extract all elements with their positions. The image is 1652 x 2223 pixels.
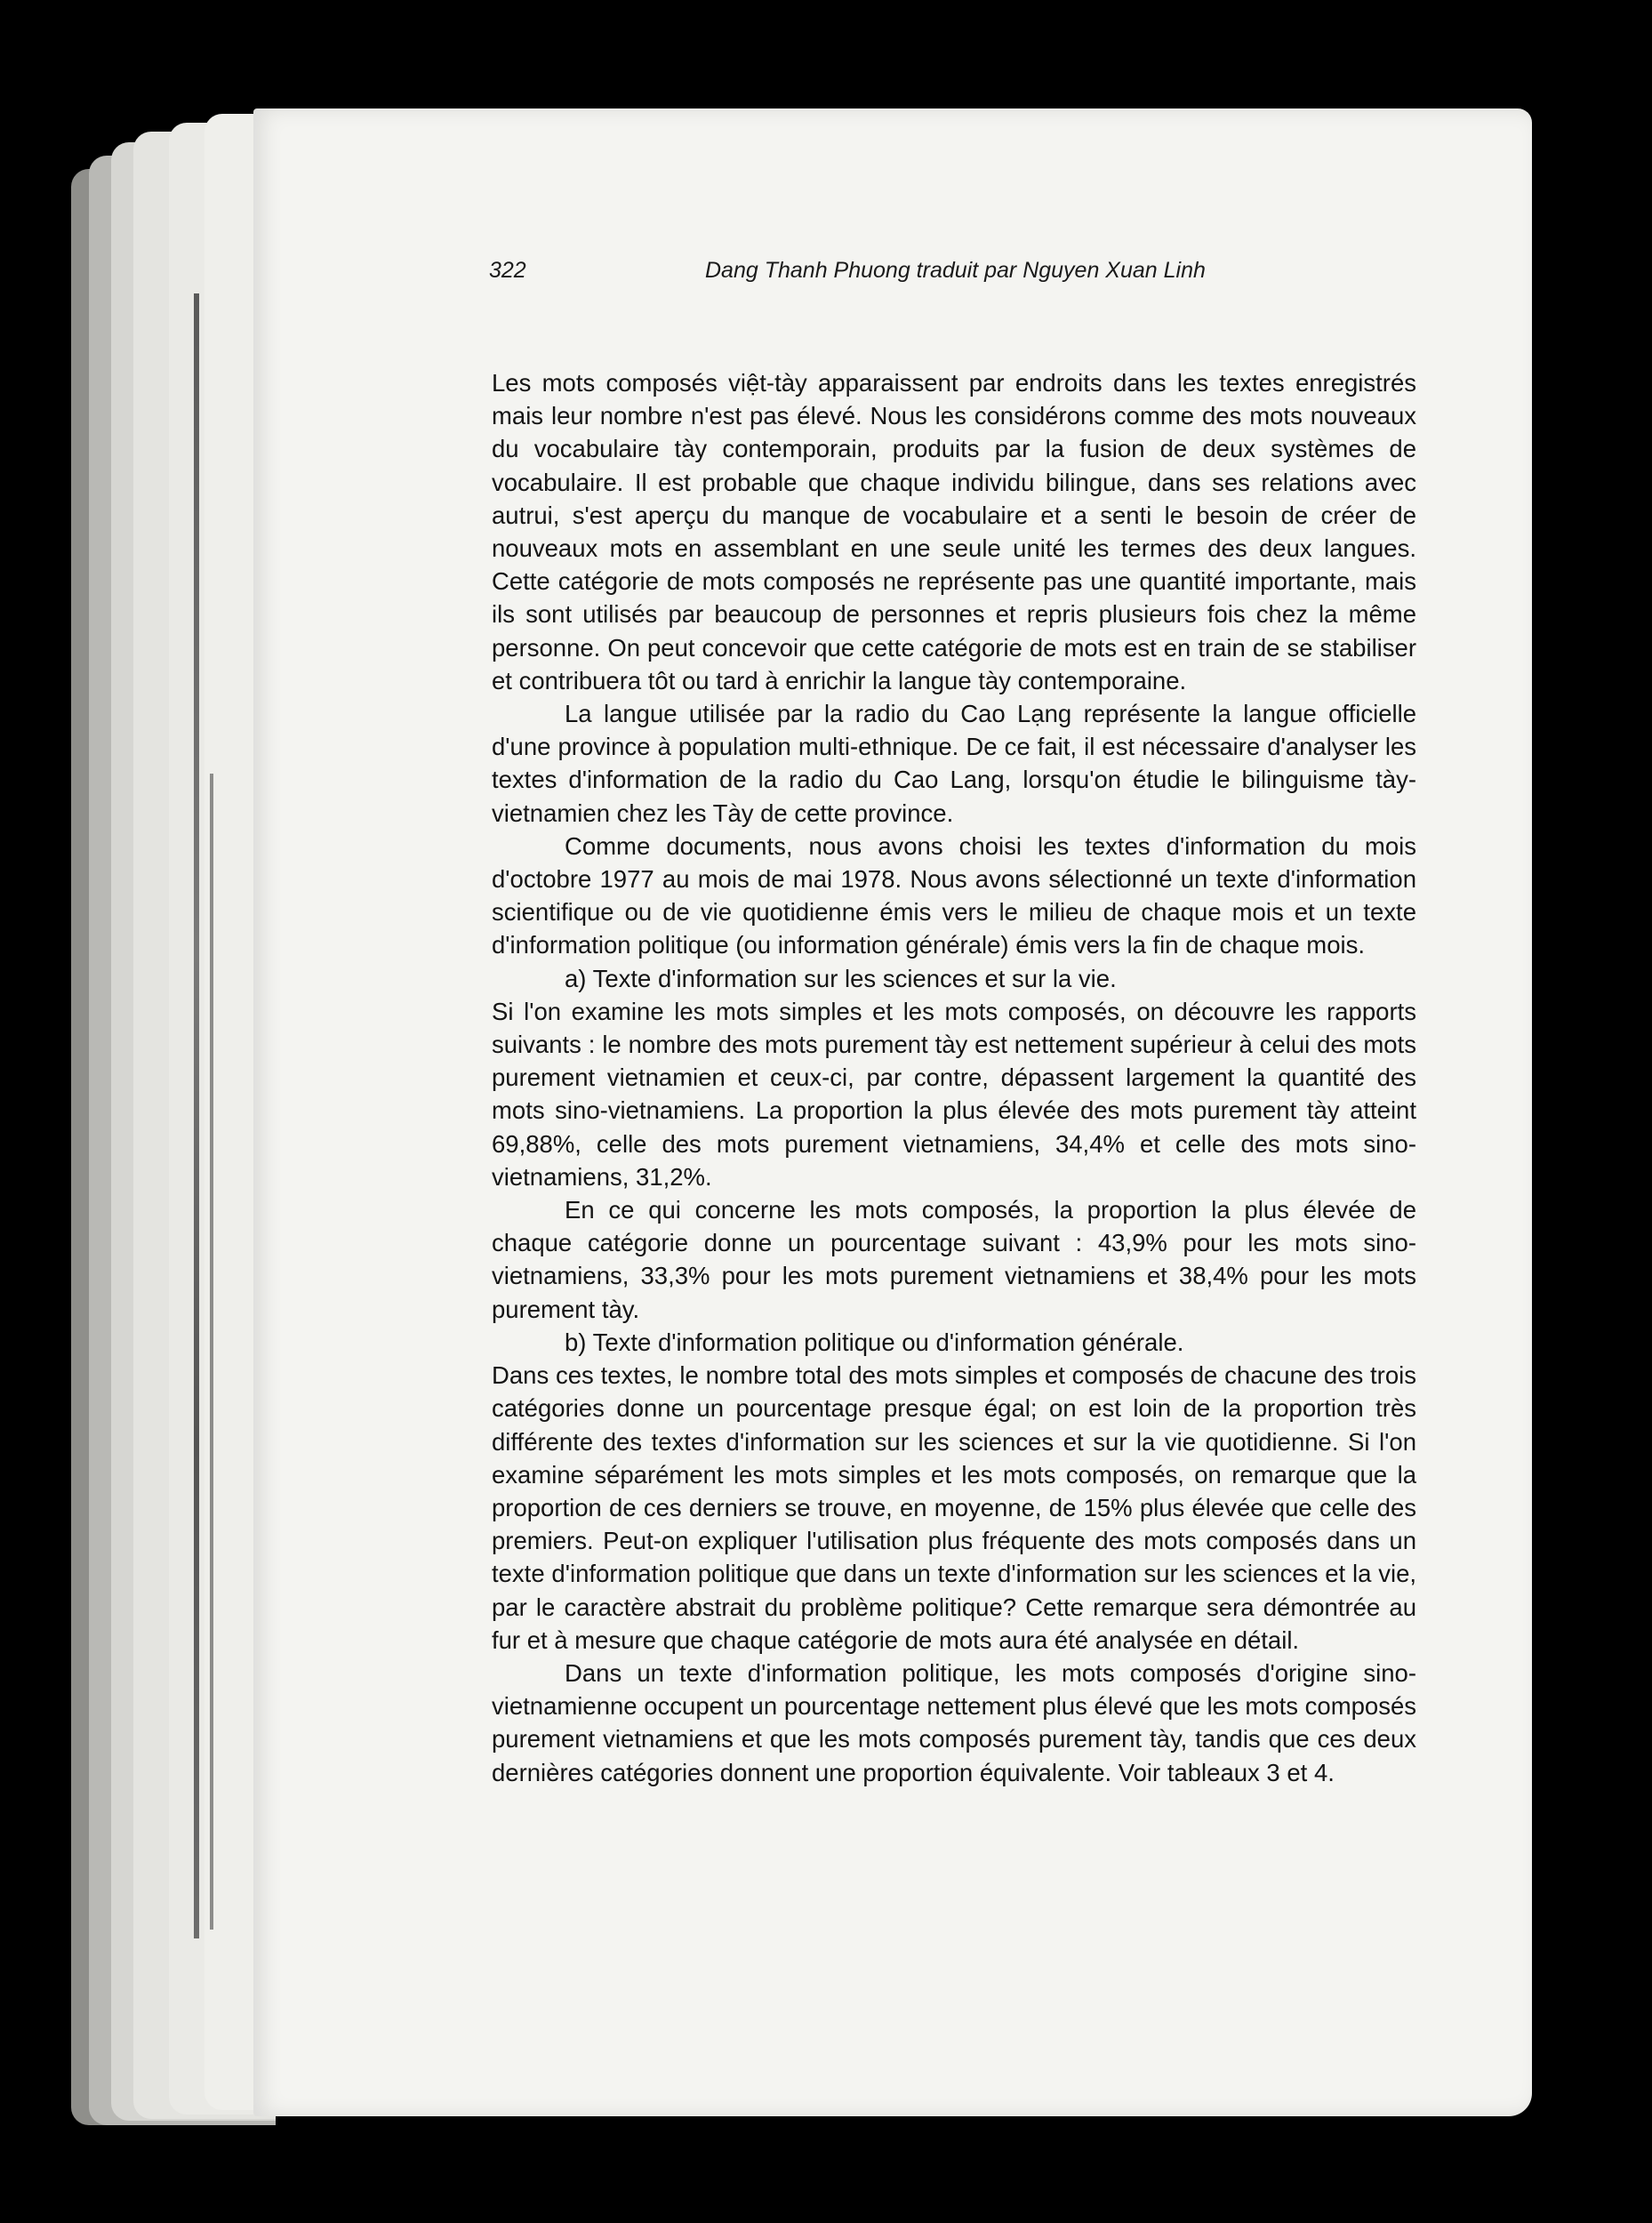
paragraph: Si l'on examine les mots simples et les mots composés, on découvre les rapports suivants : le nombre des mots purement tày est nettement supérieur à celui des mots purement vietnamien et ceux-ci, par contre, dépassent largement la quantité des mots sino-vietnamiens. La proportion la plus élevée des mots purement tày atteint 69,88%, celle des mots purement vietnamiens, 34,4% et celle des mots sino-vietnamiens, 31,2%.: [492, 997, 1416, 1191]
paragraph: Comme documents, nous avons choisi les textes d'information du mois d'octobre 1977 au mois de mai 1978. Nous avons sélectionné un texte d'information scientifique ou de vie quotidienne émis vers le milieu de chaque mois et un texte d'information politique (ou information générale) émis vers la fin de chaque mois.: [492, 831, 1416, 959]
author-line: Dang Thanh Phuong traduit par Nguyen Xuan Linh: [705, 258, 1206, 283]
body-text: [492, 366, 1416, 1789]
spine-shadow: [210, 774, 213, 1930]
spine-shadow: [194, 293, 199, 1938]
paragraph: Dans ces textes, le nombre total des mots simples et composés de chacune des trois catégories donne un pourcentage presque égal; on est loin de la proportion très différente des textes d'information sur les sciences et sur la vie quotidienne. Si l'on examine séparément les mots simples et les mots composés, on remarque que la proportion de ces derniers se trouve, en moyenne, de 15% plus élevée que celle des premiers. Peut-on expliquer l'utilisation plus fréquente des mots composés dans un texte d'information politique que dans un texte d'information sur les sciences et la vie, par le caractère abstrait du problème politique? Cette remarque sera démontrée au fur et à mesure que chaque catégorie de mots aura été analysée en détail.: [492, 1361, 1416, 1654]
paragraph: La langue utilisée par la radio du Cao Lạng représente la langue officielle d'une province à population multi-ethnique. De ce fait, il est nécessaire d'analyser les textes d'information de la radio du Cao Lang, lorsqu'on étudie le bilinguisme tày-vietnamien chez les Tày de cette province.: [492, 700, 1416, 827]
paragraph: Dans un texte d'information politique, les mots composés d'origine sino-vietnamienne occupent un pourcentage nettement plus élevé que les mots composés purement vietnamiens et que les mots composés purement tày, tandis que ces deux dernières catégories donnent une proportion équivalente. Voir tableaux 3 et 4.: [492, 1658, 1416, 1786]
paragraph: Les mots composés việt-tày apparaissent par endroits dans les textes enregistrés mais leur nombre n'est pas élevé. Nous les considérons comme des mots nouveaux du vocabulaire tày contemporain, produits par la fusion de deux systèmes de vocabulaire. Il est probable que chaque individu bilingue, dans ses relations avec autrui, s'est aperçu du manque de vocabulaire et a senti le besoin de créer de nouveaux mots en assemblant en une seule unité les termes des deux langues. Cette catégorie de mots composés ne représente pas une quantité importante, mais ils sont utilisés par beaucoup de personnes et repris plusieurs fois chez la même personne. On peut concevoir que cette catégorie de mots est en train de se stabiliser et contribuera tôt ou tard à enrichir la langue tày contemporaine.: [492, 369, 1416, 694]
page-number: 322: [489, 258, 526, 283]
paragraph: En ce qui concerne les mots composés, la proportion la plus élevée de chaque catégorie donne un pourcentage suivant : 43,9% pour les mots sino-vietnamiens, 33,3% pour les mots purement vietnamiens et 38,4% pour les mots purement tày.: [492, 1196, 1416, 1323]
section-heading: a) Texte d'information sur les sciences et sur la vie.: [565, 964, 1117, 992]
section-heading: b) Texte d'information politique ou d'information générale.: [565, 1328, 1184, 1356]
